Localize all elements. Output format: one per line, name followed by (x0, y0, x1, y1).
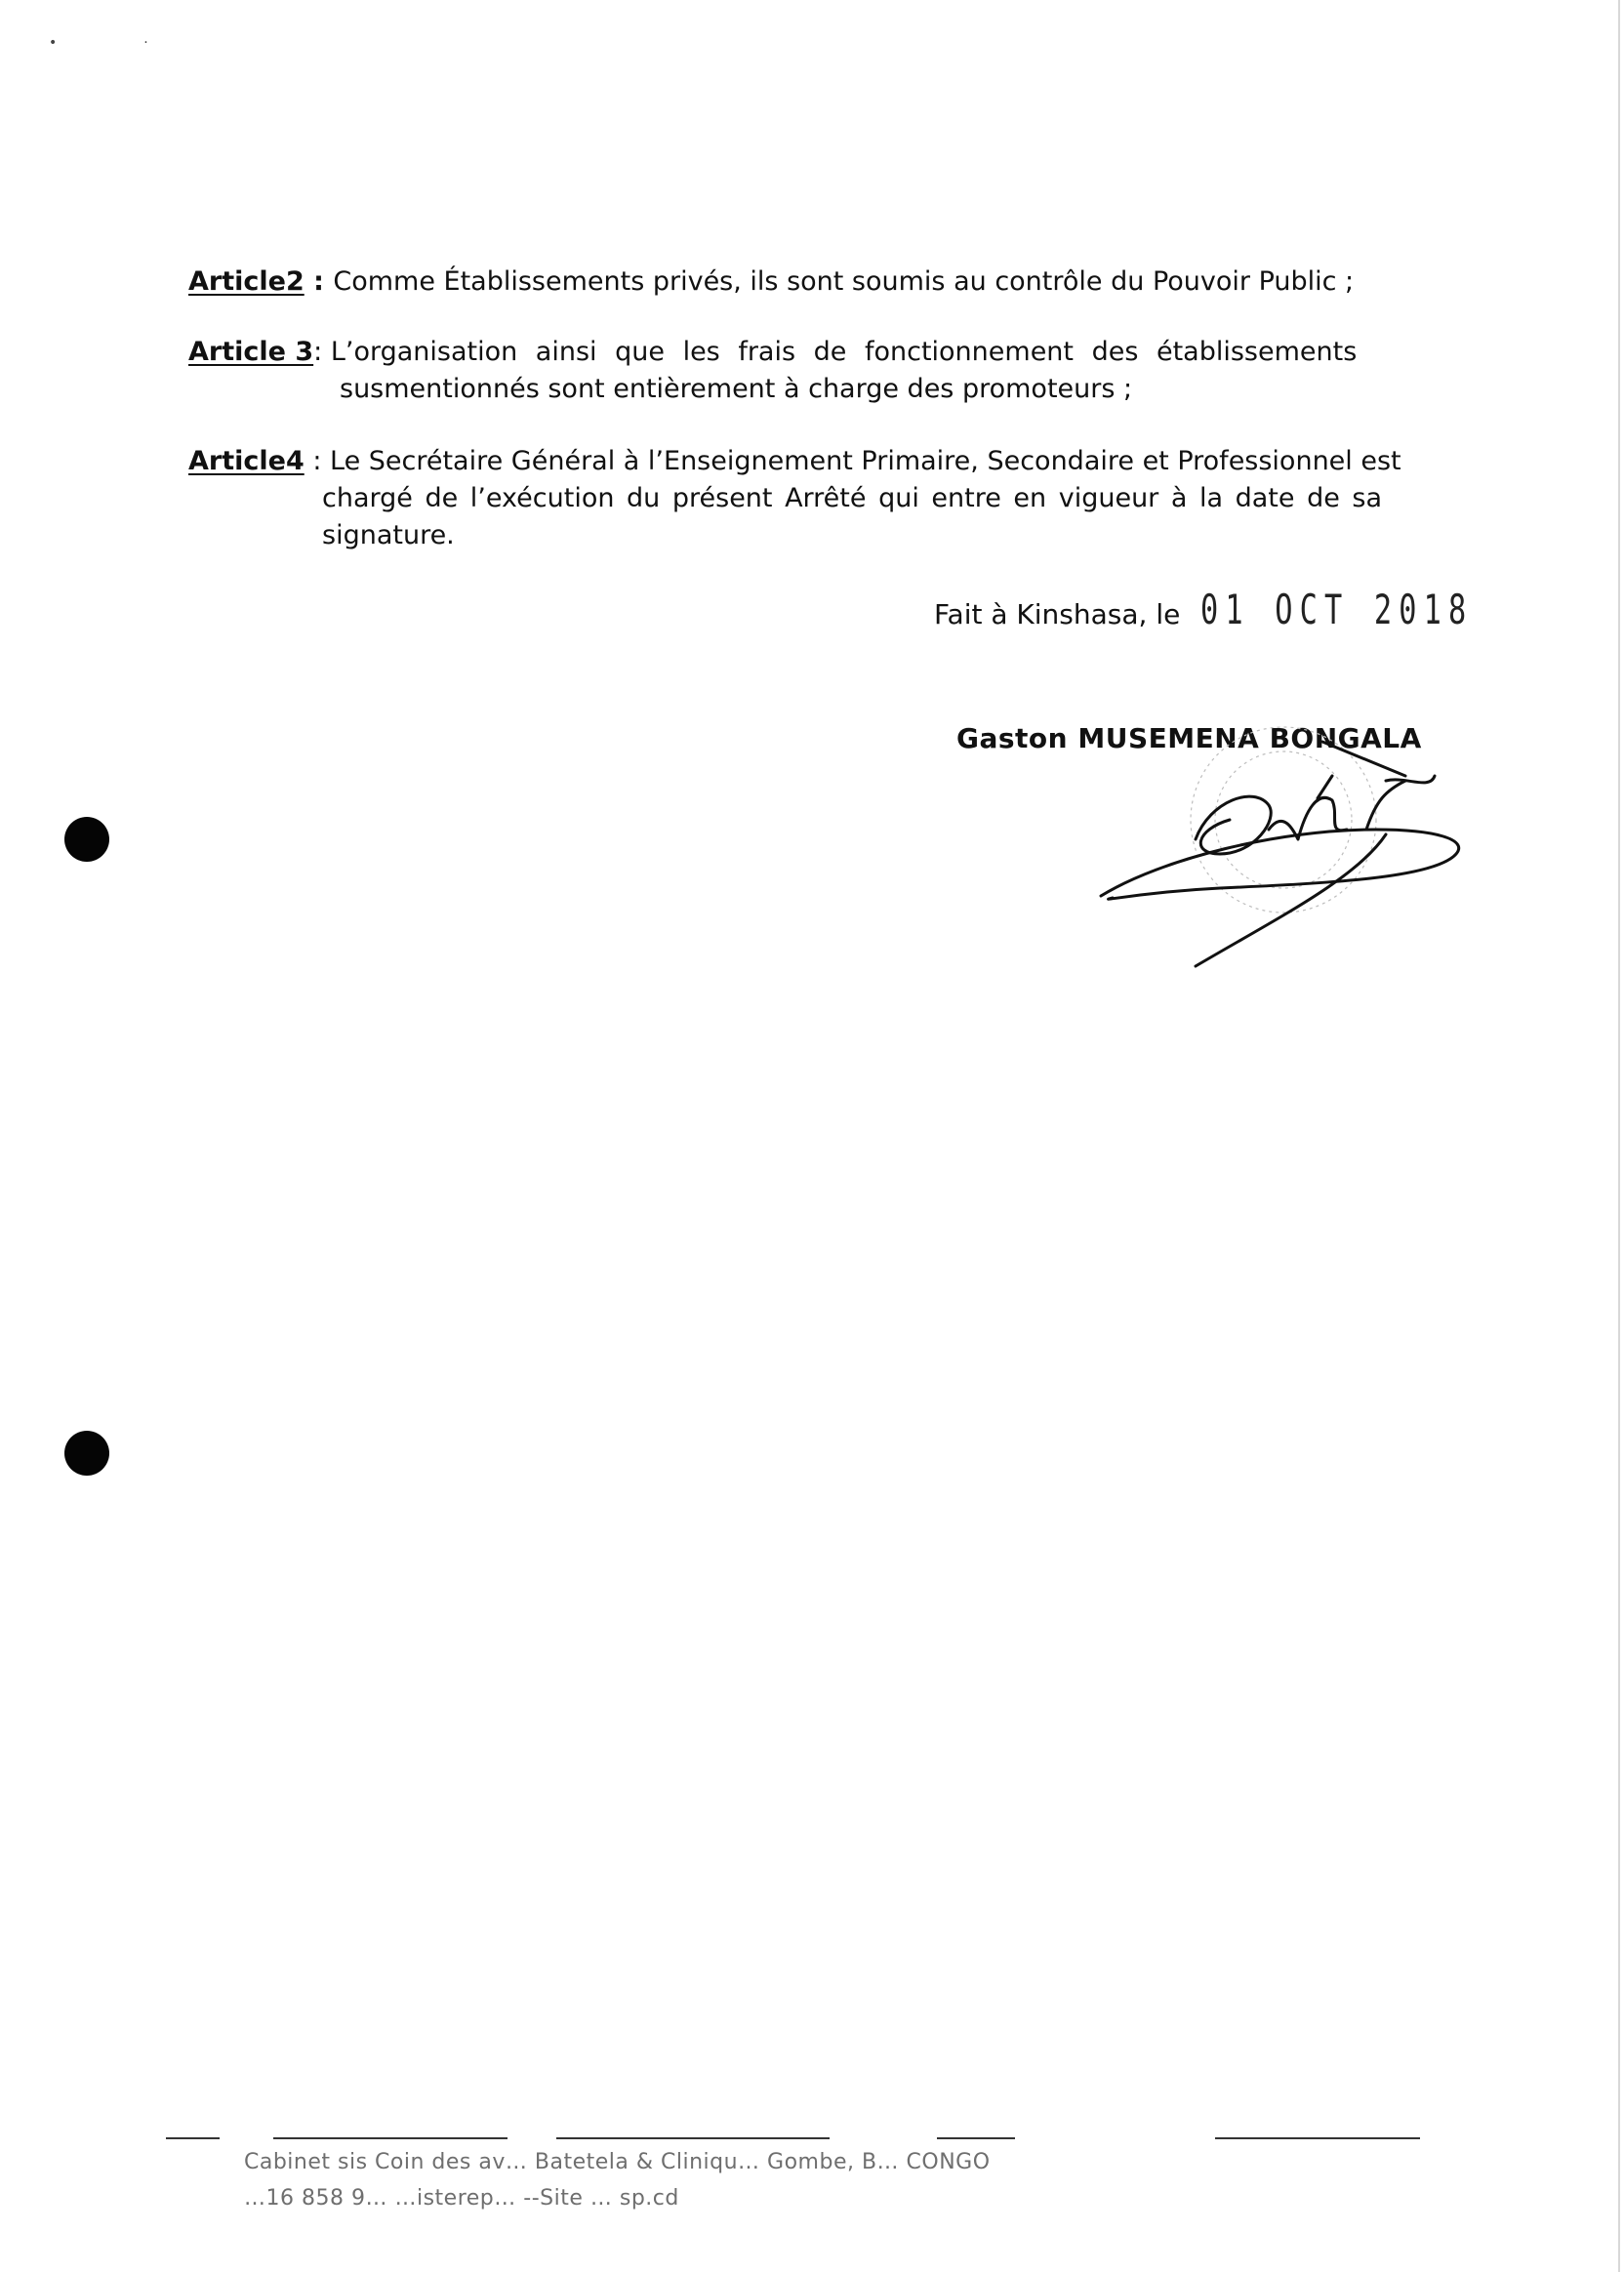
article-3-separator: : (313, 337, 331, 367)
article-2-text: Comme Établissements privés, ils sont soumis au contrôle du Pouvoir Public ; (333, 266, 1355, 297)
footer-rule (937, 2137, 1015, 2139)
footer-rule (273, 2137, 508, 2139)
article-4 (188, 443, 1420, 554)
article-4-line-3: signature. (322, 520, 455, 550)
article-4-line-2: chargé de l’exécution du présent Arrêté qui entre en vigueur à la date de sa (322, 483, 1383, 513)
place-line: Fait à Kinshasa, le (934, 598, 1181, 630)
article-4-separator: : (304, 446, 330, 476)
signature-strokes (1101, 742, 1459, 966)
signatory-name: Gaston MUSEMENA BONGALA (956, 722, 1422, 754)
article-3-line-1: L’organisation ainsi que les frais de fonctionnement des établissements (330, 337, 1358, 367)
article-2-separator: : (304, 266, 334, 297)
footer-rule (556, 2137, 830, 2139)
article-4-line-1: Le Secrétaire Général à l’Enseignement Primaire, Secondaire et Professionnel est (330, 446, 1401, 476)
date-stamp: 01 OCT 2018 (1200, 586, 1474, 633)
article-3-line-2: susmentionnés sont entièrement à charge des promoteurs ; (340, 374, 1133, 404)
article-2-label: Article2 (188, 266, 304, 297)
footer-rule (166, 2137, 220, 2139)
punch-hole (64, 817, 109, 862)
scan-specks: • · (49, 35, 148, 51)
article-3-label: Article 3 (188, 337, 314, 367)
scan-edge (1618, 0, 1620, 2272)
signature-image (1083, 683, 1474, 976)
punch-hole (64, 1431, 109, 1476)
footer-contact-line: …16 858 9… …isterep… --Site … sp.cd (244, 2186, 679, 2211)
article-4-label: Article4 (188, 446, 304, 476)
footer-rule (1215, 2137, 1420, 2139)
footer-address-line: Cabinet sis Coin des av… Batetela & Cliniqu… Gombe, B… CONGO (244, 2150, 991, 2174)
article-3 (188, 334, 1420, 408)
article-2 (188, 264, 1420, 301)
